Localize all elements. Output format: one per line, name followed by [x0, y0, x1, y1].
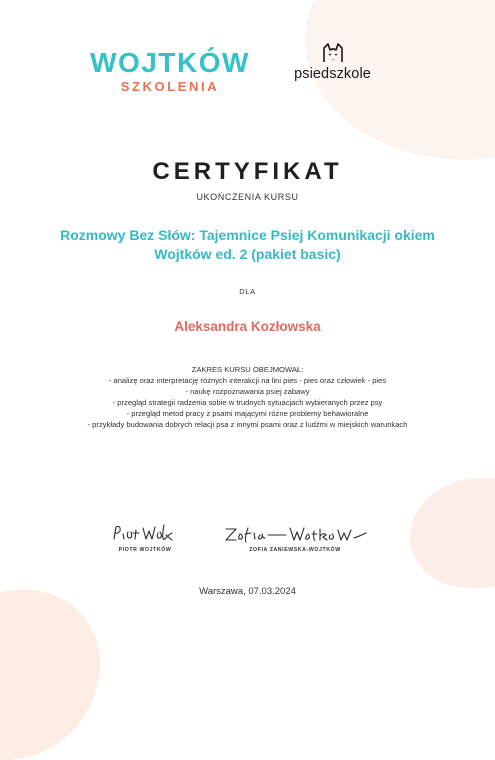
logo-sub-text: SZKOLENIA: [120, 79, 220, 94]
scope-item: - analizę oraz interpretację różnych interakcji na lini pies - pies oraz człowiek - pies: [108, 376, 387, 385]
for-label: DLA: [239, 287, 256, 296]
scope-item: - naukę rozpoznawania psiej zabawy: [185, 387, 310, 396]
certificate-subtitle: UKOŃCZENIA KURSU: [196, 192, 299, 202]
psiedszkole-logo: [290, 42, 375, 82]
signatory-name-zofia: ZOFIA ZANIEWSKA-WOJTKÓW: [249, 547, 341, 553]
cat-dog-ears-icon: [320, 42, 346, 64]
wojtkow-logo: [90, 48, 250, 94]
scope-item: - przykłady budowania dobrych relacji psa z innymi psami oraz z ludźmi w miejskich warunkach: [87, 420, 408, 429]
course-title: [30, 226, 465, 263]
signature-piotr: [110, 522, 180, 544]
signature-zofia: [220, 524, 370, 544]
course-title-line2: Wojtków ed. 2 (pakiet basic): [154, 245, 341, 262]
place-and-date: Warszawa, 07.03.2024: [199, 586, 296, 597]
scope-heading: ZAKRES KURSU OBEJMOWAŁ:: [191, 365, 304, 374]
course-title-line1: Rozmowy Bez Słów: Tajemnice Psiej Komunikacji okiem: [60, 227, 435, 243]
signatory-name-piotr: PIOTR WOJTKÓW: [118, 547, 172, 553]
decor-blob-right: [410, 478, 495, 588]
scope-item: - przegląd strategii radzenia sobie w trudnych sytuacjach wybieranych przez psy: [112, 398, 383, 407]
psiedszkole-text: psiedszkole: [294, 66, 371, 82]
signature-block-zofia: [205, 524, 385, 553]
course-scope: [20, 364, 475, 430]
decor-blob-bottom-left: [0, 590, 100, 760]
logo-main-text: WOJTKÓW: [90, 47, 250, 78]
certificate-title: CERTYFIKAT: [152, 158, 343, 185]
scope-item: - przegląd metod pracy z psami mającymi różne problemy behawioralne: [126, 409, 369, 418]
signature-block-piotr: [95, 522, 195, 553]
recipient-name: Aleksandra Kozłowska: [174, 319, 321, 334]
